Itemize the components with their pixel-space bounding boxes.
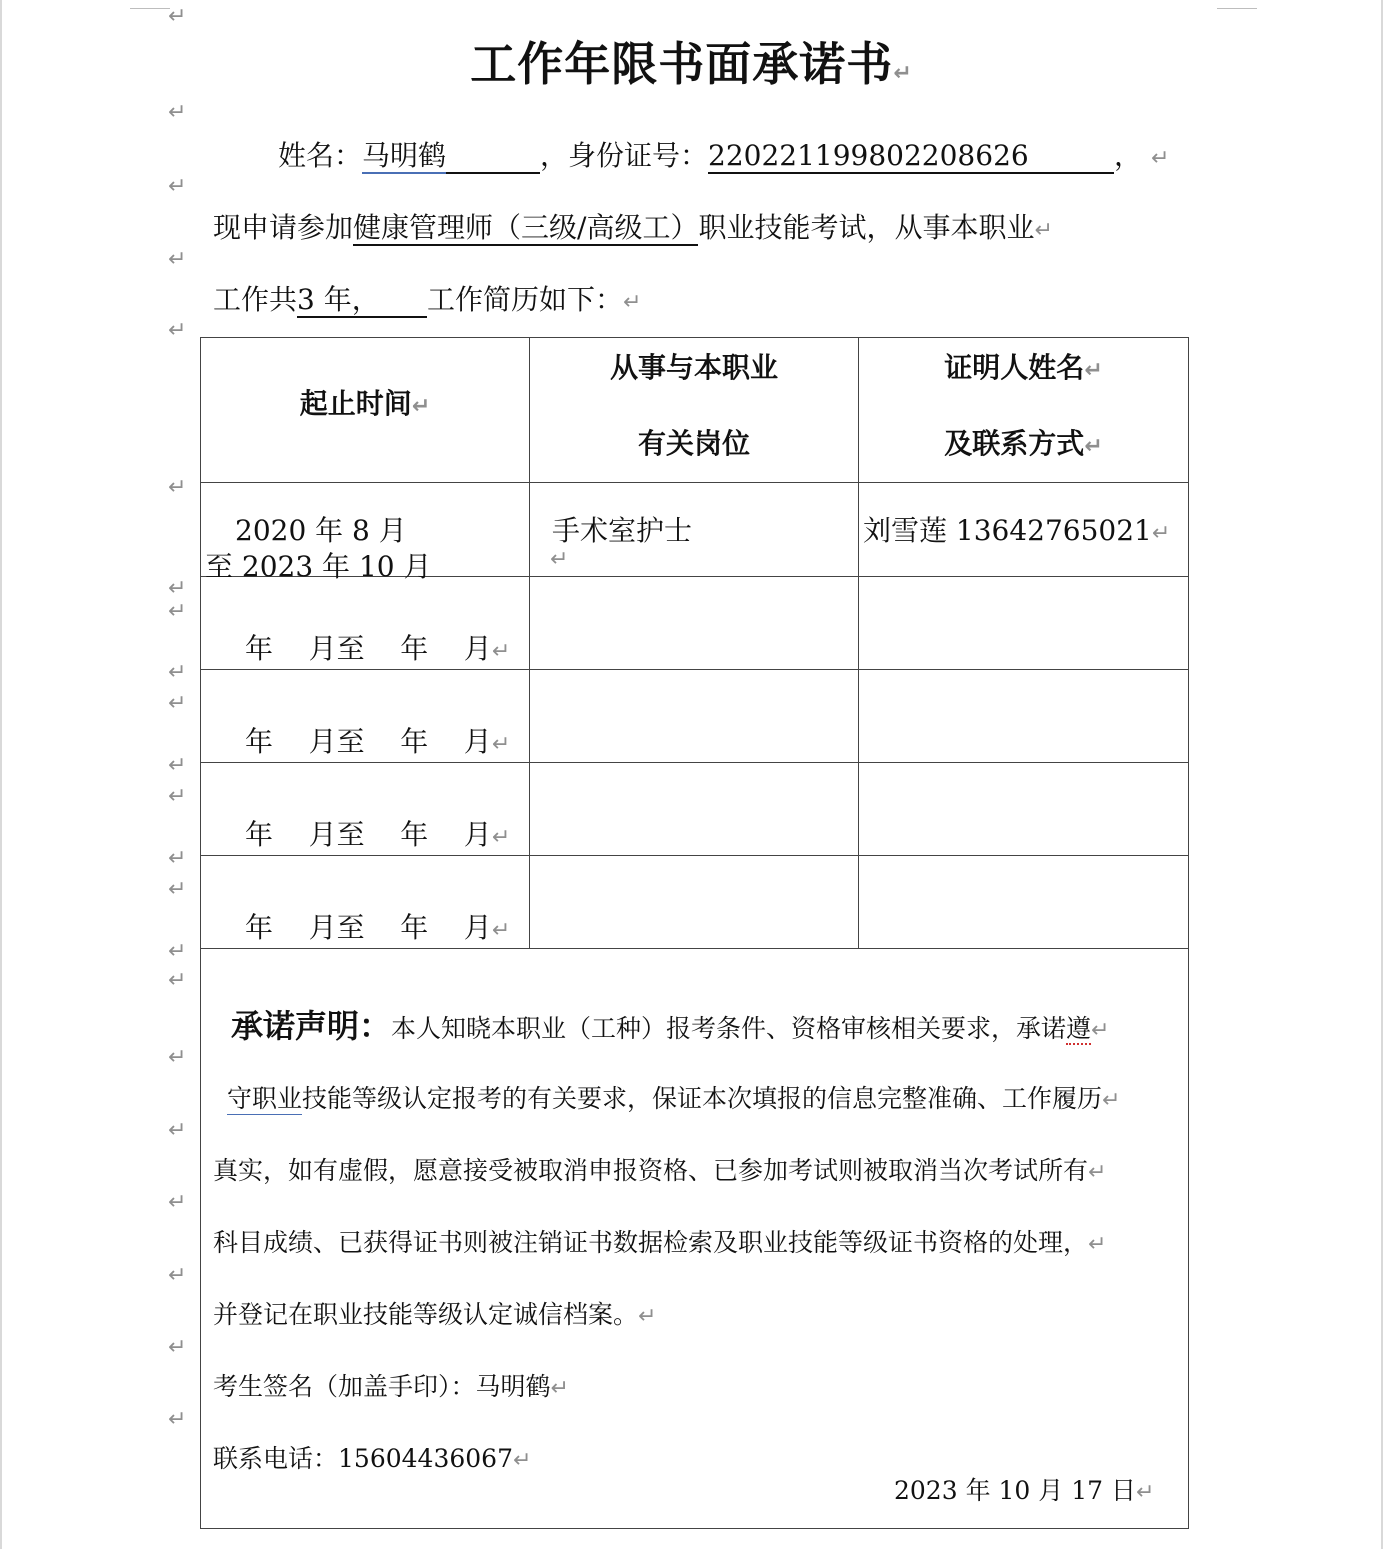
signature-value[interactable]: 马明鹤 bbox=[475, 1372, 551, 1401]
position-cell[interactable] bbox=[530, 856, 859, 949]
date-value[interactable]: 2023 年 10 月 17 日 bbox=[894, 1476, 1136, 1505]
signature-line bbox=[213, 1367, 569, 1403]
period-cell[interactable] bbox=[201, 763, 530, 856]
phone-line bbox=[213, 1439, 531, 1475]
paragraph-mark: ↵ bbox=[1084, 358, 1103, 383]
header-position-line1: 从事与本职业 bbox=[609, 351, 778, 384]
paragraph-mark: ↵ bbox=[168, 1118, 187, 1143]
paragraph-mark: ↵ bbox=[168, 599, 187, 624]
id-label: ，身份证号： bbox=[540, 139, 709, 172]
promise-line-2 bbox=[227, 1079, 1120, 1115]
period-line1: 2020 年 8 月 bbox=[235, 514, 407, 547]
position-cell[interactable] bbox=[530, 670, 859, 763]
years-suffix: 工作简历如下： bbox=[427, 283, 624, 316]
document-title bbox=[0, 28, 1383, 94]
name-value: 马明鹤 bbox=[362, 139, 447, 172]
table-row bbox=[201, 856, 1189, 949]
promise-lead: 承诺声明： bbox=[231, 1007, 392, 1045]
position-cell[interactable] bbox=[530, 763, 859, 856]
paragraph-mark: ↵ bbox=[168, 877, 187, 902]
paragraph-mark: ↵ bbox=[491, 732, 511, 757]
paragraph-mark: ↵ bbox=[491, 918, 511, 943]
paragraph-mark: ↵ bbox=[491, 825, 511, 850]
paragraph-mark: ↵ bbox=[168, 174, 187, 199]
header-position bbox=[530, 338, 859, 483]
paragraph-mark: ↵ bbox=[168, 475, 187, 500]
paragraph-mark: ↵ bbox=[623, 290, 642, 315]
paragraph-mark: ↵ bbox=[168, 1407, 187, 1432]
paragraph-mark: ↵ bbox=[893, 61, 913, 86]
paragraph-mark: ↵ bbox=[1135, 1480, 1155, 1505]
promise-line-3 bbox=[213, 1151, 1106, 1187]
paragraph-mark: ↵ bbox=[550, 547, 569, 572]
id-suffix: ， bbox=[1114, 139, 1143, 172]
paragraph-mark: ↵ bbox=[550, 1376, 569, 1401]
promise-row bbox=[201, 949, 1189, 1529]
position-cell[interactable] bbox=[530, 577, 859, 670]
application-line bbox=[213, 206, 1053, 246]
period-cell[interactable] bbox=[201, 856, 530, 949]
promise-line5-text: 并登记在职业技能等级认定诚信档案。 bbox=[213, 1300, 639, 1329]
work-history-table bbox=[200, 337, 1189, 1529]
table-header-row bbox=[201, 338, 1189, 483]
paragraph-mark: ↵ bbox=[168, 1045, 187, 1070]
phone-label: 联系电话： bbox=[213, 1444, 339, 1473]
signature-label: 考生签名（加盖手印）： bbox=[213, 1372, 476, 1401]
witness-cell[interactable] bbox=[859, 483, 1189, 577]
paragraph-mark: ↵ bbox=[168, 660, 187, 685]
header-period bbox=[201, 338, 530, 483]
table-row bbox=[201, 483, 1189, 577]
paragraph-mark: ↵ bbox=[1150, 146, 1170, 171]
paragraph-mark: ↵ bbox=[168, 939, 187, 964]
spellcheck-marked-text: 遵 bbox=[1066, 1014, 1092, 1043]
header-witness-line1: 证明人姓名 bbox=[944, 351, 1085, 384]
blank-period: 年 月至 年 月 bbox=[245, 632, 492, 665]
paragraph-mark: ↵ bbox=[168, 691, 187, 716]
paragraph-mark: ↵ bbox=[168, 784, 187, 809]
promise-line-5 bbox=[213, 1295, 656, 1331]
paragraph-mark: ↵ bbox=[411, 394, 431, 419]
witness-cell[interactable] bbox=[859, 577, 1189, 670]
header-period-text: 起止时间 bbox=[299, 387, 412, 420]
application-suffix: 职业技能考试，从事本职业 bbox=[698, 211, 1035, 244]
name-field[interactable] bbox=[362, 140, 540, 174]
paragraph-mark: ↵ bbox=[168, 318, 187, 343]
phone-value[interactable]: 15604436067 bbox=[338, 1444, 513, 1473]
paragraph-mark: ↵ bbox=[1088, 1232, 1107, 1257]
promise-line2-text: 技能等级认定报考的有关要求，保证本次填报的信息完整准确、工作履历 bbox=[302, 1084, 1103, 1113]
application-prefix: 现申请参加 bbox=[213, 211, 354, 244]
paragraph-mark: ↵ bbox=[168, 753, 187, 778]
paragraph-mark: ↵ bbox=[168, 846, 187, 871]
paragraph-mark: ↵ bbox=[1091, 1018, 1110, 1043]
applicant-line bbox=[278, 134, 1169, 174]
paragraph-mark: ↵ bbox=[168, 1263, 187, 1288]
promise-line-1 bbox=[231, 1001, 1109, 1047]
years-field[interactable]: 3 年， bbox=[297, 284, 427, 318]
paragraph-mark: ↵ bbox=[168, 576, 187, 601]
years-line bbox=[213, 278, 641, 318]
period-cell[interactable] bbox=[201, 670, 530, 763]
header-witness bbox=[859, 338, 1189, 483]
witness-value: 刘雪莲 13642765021 bbox=[863, 514, 1152, 547]
years-prefix: 工作共 bbox=[213, 283, 298, 316]
date-line bbox=[894, 1471, 1154, 1507]
header-witness-line2: 及联系方式 bbox=[944, 427, 1085, 460]
promise-line-4 bbox=[213, 1223, 1106, 1259]
margin-corner-marker bbox=[1217, 0, 1257, 9]
promise-line4-text: 科目成绩、已获得证书则被注销证书数据检索及职业技能等级证书资格的处理， bbox=[213, 1228, 1089, 1257]
paragraph-mark: ↵ bbox=[1151, 521, 1171, 546]
paragraph-mark: ↵ bbox=[1102, 1088, 1121, 1113]
blank-period: 年 月至 年 月 bbox=[245, 911, 492, 944]
period-cell[interactable] bbox=[201, 577, 530, 670]
paragraph-mark: ↵ bbox=[168, 968, 187, 993]
paragraph-mark: ↵ bbox=[168, 1190, 187, 1215]
witness-cell[interactable] bbox=[859, 763, 1189, 856]
page-edge-left bbox=[0, 0, 2, 1549]
header-position-line2: 有关岗位 bbox=[637, 427, 750, 460]
paragraph-mark: ↵ bbox=[491, 639, 511, 664]
paragraph-mark: ↵ bbox=[168, 4, 187, 29]
position-cell[interactable] bbox=[530, 483, 859, 577]
paragraph-mark: ↵ bbox=[512, 1448, 532, 1473]
paragraph-mark: ↵ bbox=[1088, 1160, 1107, 1185]
promise-cell bbox=[201, 949, 1189, 1529]
title-text: 工作年限书面承诺书 bbox=[470, 37, 894, 91]
witness-cell[interactable] bbox=[859, 856, 1189, 949]
promise-line3-text: 真实，如有虚假，愿意接受被取消申报资格、已参加考试则被取消当次考试所有 bbox=[213, 1156, 1089, 1185]
blank-period: 年 月至 年 月 bbox=[245, 725, 492, 758]
witness-cell[interactable] bbox=[859, 670, 1189, 763]
margin-corner-marker bbox=[130, 0, 170, 9]
period-cell[interactable] bbox=[201, 483, 530, 583]
position-value: 手术室护士 bbox=[552, 514, 693, 547]
paragraph-mark: ↵ bbox=[1084, 434, 1103, 459]
paragraph-mark: ↵ bbox=[1034, 218, 1053, 243]
paragraph-mark: ↵ bbox=[168, 247, 187, 272]
paragraph-mark: ↵ bbox=[638, 1304, 657, 1329]
linked-text: 守职业 bbox=[227, 1084, 303, 1113]
id-number-field[interactable]: 220221199802208626 bbox=[708, 140, 1114, 174]
paragraph-mark: ↵ bbox=[168, 100, 187, 125]
promise-line1-text: 本人知晓本职业（工种）报考条件、资格审核相关要求，承诺 bbox=[391, 1014, 1067, 1043]
table-row bbox=[201, 670, 1189, 763]
name-label: 姓名： bbox=[278, 139, 363, 172]
paragraph-mark: ↵ bbox=[168, 1335, 187, 1360]
table-row bbox=[201, 577, 1189, 670]
table-row bbox=[201, 763, 1189, 856]
blank-period: 年 月至 年 月 bbox=[245, 818, 492, 851]
occupation-field[interactable]: 健康管理师（三级/高级工） bbox=[353, 212, 698, 246]
period-line2: 至 2023 年 10 月 bbox=[205, 550, 432, 583]
